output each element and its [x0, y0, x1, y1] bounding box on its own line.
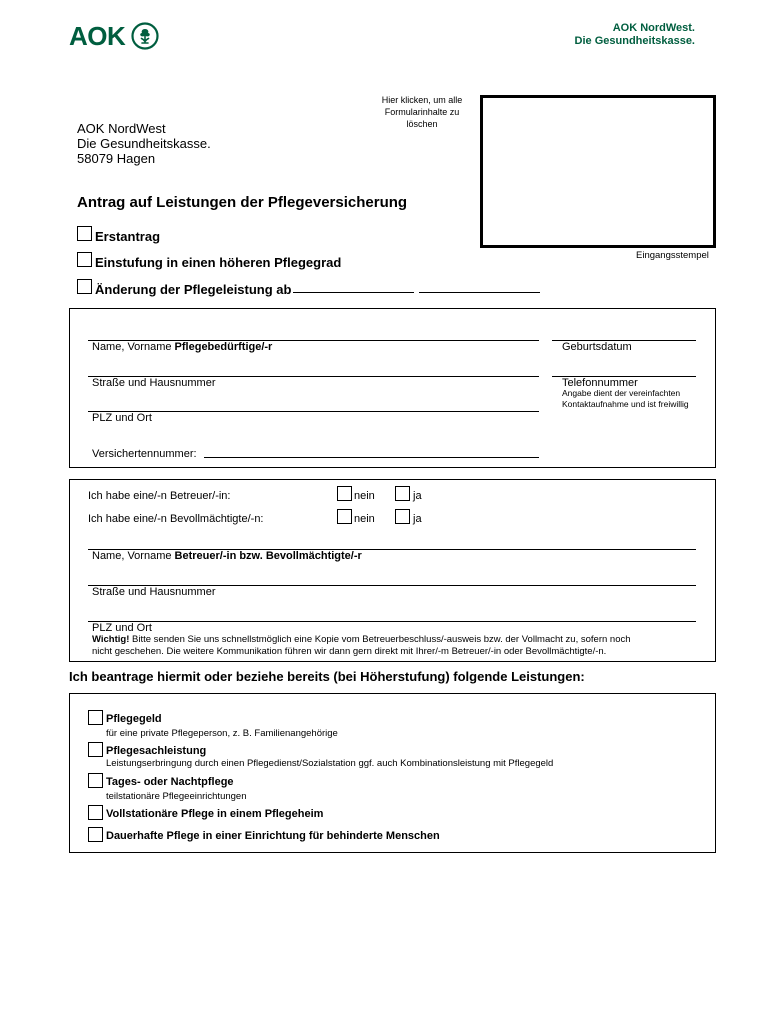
- logo-text: AOK: [69, 21, 126, 51]
- birthdate-label: Geburtsdatum: [562, 341, 632, 353]
- change-benefit-field-2[interactable]: [419, 292, 540, 293]
- care-service-note: Leistungserbringung durch einen Pflegedienst/Sozialstation ggf. auch Kombinationsleistung mit Pflegegeld: [106, 758, 554, 769]
- reset-form-link[interactable]: Hier klicken, um alle Formularinhalte zu löschen: [381, 95, 463, 129]
- caregiver-no-label: nein: [354, 490, 375, 502]
- representative-notice: [92, 634, 702, 658]
- caregiver-no-checkbox[interactable]: [337, 486, 352, 501]
- proxy-yes-label: ja: [413, 513, 422, 525]
- proxy-question: Ich habe eine/-n Bevollmächtigte/-n:: [88, 513, 264, 525]
- recipient-address: [77, 121, 211, 166]
- care-service-checkbox[interactable]: [88, 742, 103, 757]
- tree-logo-icon: [131, 22, 159, 50]
- receipt-stamp-box: [480, 95, 716, 248]
- patient-street-label: Straße und Hausnummer: [92, 377, 216, 389]
- proxy-no-checkbox[interactable]: [337, 509, 352, 524]
- caregiver-yes-label: ja: [413, 490, 422, 502]
- disability-facility-checkbox[interactable]: [88, 827, 103, 842]
- caregiver-question: Ich habe eine/-n Betreuer/-in:: [88, 490, 231, 502]
- representative-name-label-bold: Betreuer/-in bzw. Bevollmächtigte/-r: [174, 550, 362, 562]
- stamp-label: Eingangsstempel: [636, 250, 709, 261]
- representative-street-label: Straße und Hausnummer: [92, 586, 216, 598]
- change-benefit-label: Änderung der Pflegeleistung ab: [95, 282, 292, 297]
- caregiver-yes-checkbox[interactable]: [395, 486, 410, 501]
- notice-line-1: [92, 634, 702, 646]
- higher-grade-label: Einstufung in einen höheren Pflegegrad: [95, 255, 342, 270]
- notice-bold: Wichtig!: [92, 634, 130, 645]
- phone-note-line-1: Angabe dient der vereinfachten: [562, 388, 681, 398]
- address-line-3: 58079 Hagen: [77, 151, 156, 166]
- phone-label: Telefonnummer: [562, 377, 638, 389]
- phone-note: [562, 388, 689, 410]
- care-allowance-label: Pflegegeld: [106, 713, 162, 725]
- care-allowance-note: für eine private Pflegeperson, z. B. Familienangehörige: [106, 728, 338, 739]
- brand-line-2: Die Gesundheitskasse.: [574, 35, 695, 47]
- day-night-care-label: Tages- oder Nachtpflege: [106, 776, 234, 788]
- address-line-2: Die Gesundheitskasse.: [77, 136, 211, 151]
- address-line-1: AOK NordWest: [77, 121, 166, 136]
- representative-city-label: PLZ und Ort: [92, 622, 152, 634]
- first-application-label: Erstantrag: [95, 229, 161, 244]
- change-benefit-checkbox[interactable]: [77, 279, 92, 294]
- brand-line-1: AOK NordWest.: [612, 22, 695, 34]
- form-title: Antrag auf Leistungen der Pflegeversicherung: [77, 194, 408, 211]
- aok-logo: [69, 21, 169, 51]
- proxy-yes-checkbox[interactable]: [395, 509, 410, 524]
- patient-name-label-prefix: Name, Vorname: [92, 341, 175, 353]
- benefits-heading: Ich beantrage hiermit oder beziehe bereits (bei Höherstufung) folgende Leistungen:: [69, 669, 585, 684]
- insurance-number-field[interactable]: [204, 457, 539, 458]
- nursing-home-label: Vollstationäre Pflege in einem Pflegeheim: [106, 808, 324, 820]
- proxy-no-label: nein: [354, 513, 375, 525]
- day-night-care-checkbox[interactable]: [88, 773, 103, 788]
- first-application-checkbox[interactable]: [77, 226, 92, 241]
- representative-name-label: [92, 550, 362, 562]
- patient-name-label-bold: Pflegebedürftige/-r: [174, 341, 273, 353]
- benefits-section: [69, 693, 716, 853]
- brand-lockup: [575, 22, 695, 48]
- disability-facility-label: Dauerhafte Pflege in einer Einrichtung für behinderte Menschen: [106, 830, 440, 842]
- notice-text-1: Bitte senden Sie uns schnellstmöglich eine Kopie vom Betreuerbeschluss/-ausweis bzw. der Vollmacht zu, sofern noch: [129, 634, 631, 645]
- change-benefit-field-1[interactable]: [293, 292, 414, 293]
- patient-name-label: [92, 341, 272, 353]
- notice-line-2: nicht geschehen. Die weitere Kommunikation führen wir dann gern direkt mit Ihrer/-m Betreuer/-in oder Bevollmächtigte/-n.: [92, 646, 607, 657]
- nursing-home-checkbox[interactable]: [88, 805, 103, 820]
- insurance-number-label: Versichertennummer:: [92, 448, 197, 460]
- higher-grade-checkbox[interactable]: [77, 252, 92, 267]
- care-service-label: Pflegesachleistung: [106, 745, 207, 757]
- care-allowance-checkbox[interactable]: [88, 710, 103, 725]
- day-night-care-note: teilstationäre Pflegeeinrichtungen: [106, 791, 247, 802]
- representative-city-field[interactable]: [88, 621, 696, 622]
- patient-city-label: PLZ und Ort: [92, 412, 152, 424]
- patient-city-field[interactable]: [88, 411, 539, 412]
- phone-note-line-2: Kontaktaufnahme und ist freiwillig: [562, 399, 689, 409]
- representative-name-label-prefix: Name, Vorname: [92, 550, 175, 562]
